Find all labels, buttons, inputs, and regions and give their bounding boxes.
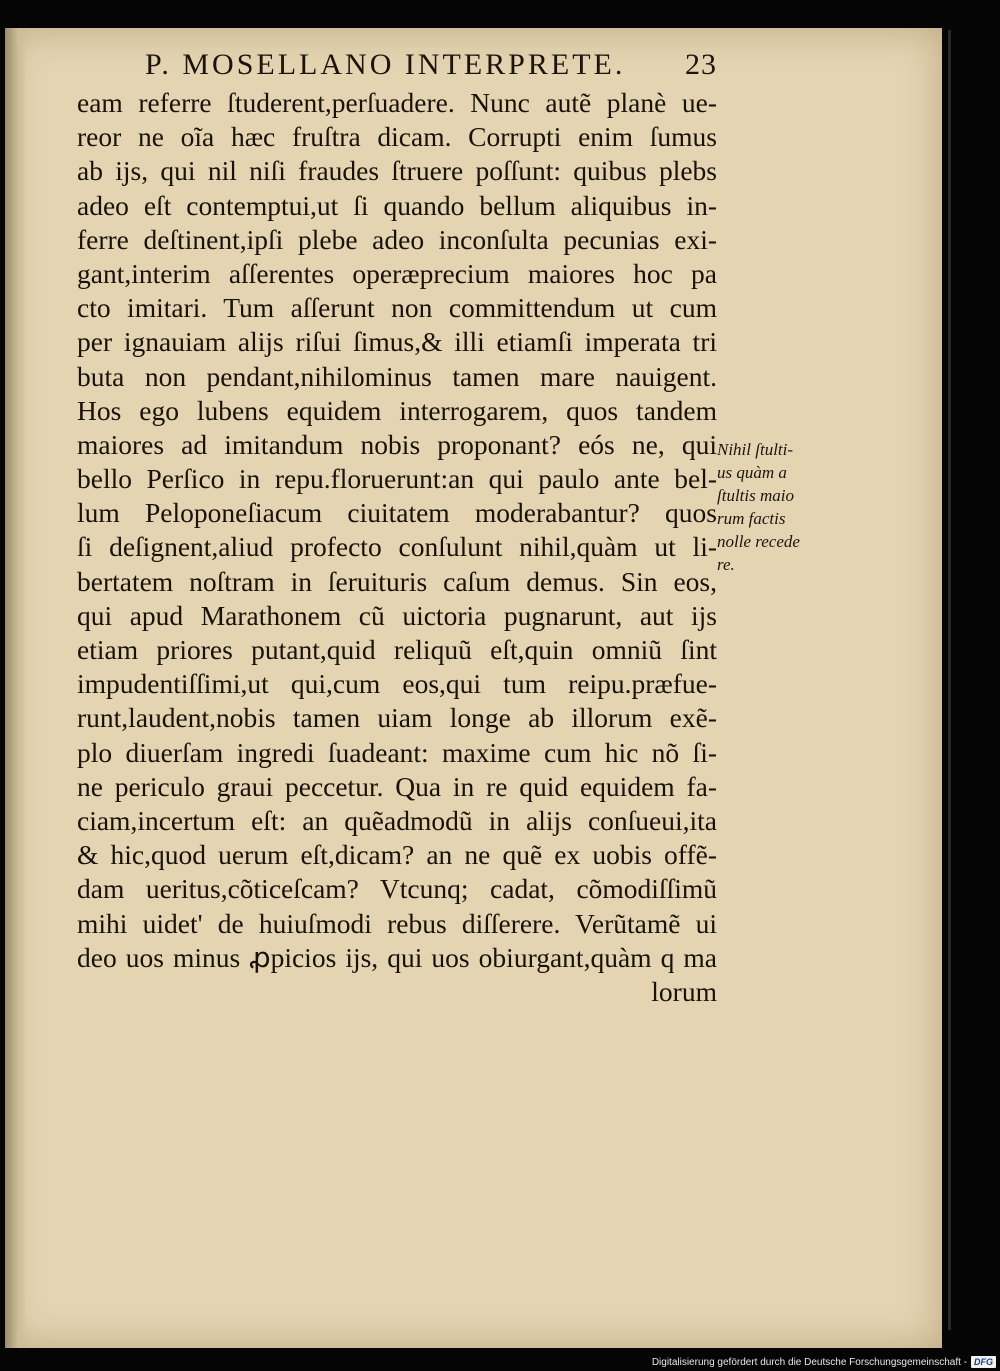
text-line: lorum [651, 975, 717, 1007]
text-line: & hic,quod uerum eſt,dicam? an ne quẽ ex uobis offẽ- [77, 839, 717, 871]
marginal-note-line: nolle recede [717, 532, 800, 551]
dfg-logo: DFG [971, 1356, 996, 1368]
text-line: lum Peloponeſiacum ciuitatem moderabantur? quos [77, 497, 717, 529]
header-title: P. MOSELLANO INTERPRETE. [145, 48, 626, 81]
text-line: maiores ad imitandum nobis proponant? eós ne, qui [77, 428, 717, 460]
text-line: mihi uidet' de huiuſmodi rebus diſſerere. Verũtamẽ ui [77, 907, 717, 939]
text-line: qui apud Marathonem cũ uictoria pugnarunt, aut ijs [77, 599, 717, 631]
text-line: ne periculo graui peccetur. Qua in re quid equidem fa- [77, 770, 717, 802]
running-header [145, 42, 725, 88]
text-line: gant,interim aſſerentes operæprecium maiores hoc pa [77, 257, 717, 289]
text-line: buta non pendant,nihilominus tamen mare nauigent. [77, 360, 717, 392]
footer-credit-text: Digitalisierung gefördert durch die Deutsche Forschungsgemeinschaft - [651, 1356, 967, 1368]
text-line: eam referre ſtuderent,perſuadere. Nunc autẽ planè ue- [77, 87, 717, 118]
text-line: cto imitari. Tum aſſerunt non committendum ut cum [77, 292, 717, 324]
page-number: 23 [685, 48, 717, 81]
text-line: adeo eſt contemptui,ut ſi quando bellum aliquibus in- [77, 189, 717, 221]
text-line: Hos ego lubens equidem interrogarem, quos tandem [77, 394, 717, 426]
text-line: per ignauiam alijs riſui ſimus,& illi etiamſi imperata tri [77, 326, 717, 358]
text-line: deo uos minus ꝓpicios ijs, qui uos obiurgant,quàm q ma [77, 941, 717, 973]
page-edge-line [948, 30, 951, 1330]
text-line: etiam priores putant,quid reliquũ eſt,quin omniũ ſint [77, 634, 717, 665]
text-line: ab ijs, qui nil niſi fraudes ſtruere poſſunt: quibus plebs [77, 155, 717, 187]
footer-credit [652, 1355, 996, 1369]
marginal-note-line: us quàm a [717, 463, 787, 482]
scanned-page [5, 28, 942, 1348]
text-line: reor ne oĩa hæc fruſtra dicam. Corrupti enim ſumus [77, 121, 717, 153]
body-text [77, 86, 717, 1009]
text-line: bello Perſico in repu.floruerunt:an qui paulo ante bel- [77, 463, 717, 495]
marginal-note-line: re. [717, 555, 735, 574]
marginal-note-line: Nihil ſtulti- [717, 440, 794, 459]
page-gutter-shadow [5, 28, 27, 1348]
text-line: impudentiſſimi,ut qui,cum eos,qui tum reipu.præfue- [77, 668, 717, 700]
text-line: ferre deſtinent,ipſi plebe adeo inconſulta pecunias exi- [77, 223, 717, 255]
text-line: runt,laudent,nobis tamen uiam longe ab illorum exẽ- [77, 702, 717, 734]
marginal-note-line: ſtultis maio [717, 486, 794, 505]
marginal-note [717, 438, 837, 576]
marginal-note-line: rum factis [717, 509, 786, 528]
text-line: bertatem noſtram in ſeruituris caſum demus. Sin eos, [77, 565, 717, 597]
text-line: ſi deſignent,aliud profecto conſulunt nihil,quàm ut li- [77, 531, 717, 563]
text-line: dam ueritus,cõticeſcam? Vtcunq; cadat, cõmodiſſimũ [77, 873, 717, 905]
text-line: ciam,incertum eſt: an quẽadmodũ in alijs conſueui,ita [77, 804, 717, 836]
text-line: plo diuerſam ingredi ſuadeant: maxime cum hic nõ ſi- [77, 736, 717, 768]
